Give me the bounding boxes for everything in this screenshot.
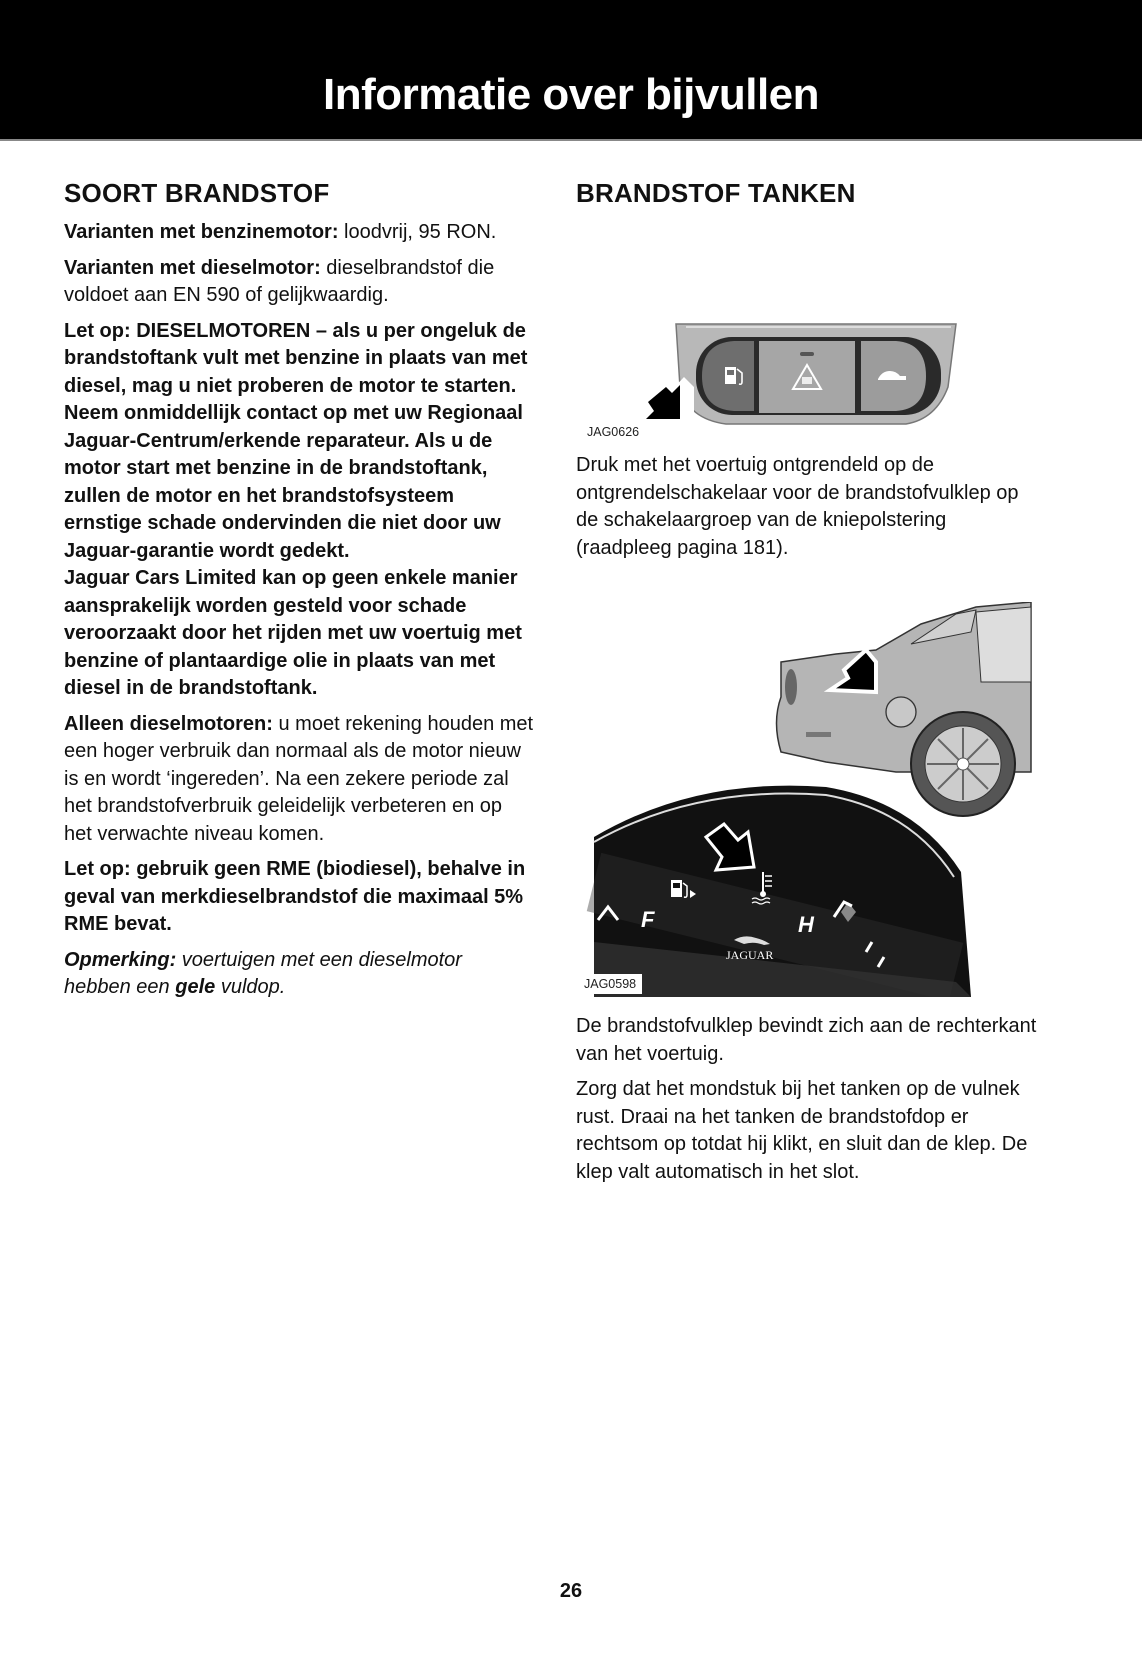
diesel-only-text: u moet rekening houden met een hoger verbruik dan normaal als de motor nieuw is en wordt ‘ingereden’. Na een zekere periode zal het brandstofverbruik geleidelijk verbeteren en op het verwachte niveau komen. [64, 712, 534, 845]
note-emphasis: gele [175, 976, 216, 998]
diesel-misfuel-warning: Let op: DIESELMOTOREN – als u per ongeluk de brandstoftank vult met benzine in plaats van met diesel, mag u niet proberen de motor te starten. Neem onmiddellijk contact op met uw Regionaal Jaguar-Centrum/erkende reparateur. Als u de motor start met benzine in de brandstoftank, zullen de motor en het brandstofsysteem ernstige schade ondervinden die niet door uw Jaguar-garantie wordt gedekt. [64, 319, 528, 562]
fuel-flap [886, 697, 916, 727]
header-divider [0, 139, 1142, 141]
refuelling-section [576, 178, 1046, 1194]
gauge-mark-f: F [641, 907, 655, 932]
diesel-only-label: Alleen dieselmotoren: [64, 712, 273, 735]
diesel-variant-text: dieselbrandstof die voldoet aan EN 590 of gelijkwaardig. [64, 256, 495, 306]
switch-pack-figure [576, 219, 1046, 444]
release-switch-paragraph: Druk met het voertuig ontgrendeld op de ontgrendelschakelaar voor de brandstofvulklep op de schakelaargroep van de kniepolstering (raadpleeg pagina 181). [576, 454, 1019, 559]
page-title: Informatie over bijvullen [322, 70, 820, 119]
petrol-variant-paragraph [64, 219, 534, 247]
diesel-running-in-paragraph [64, 711, 534, 849]
section-heading-fuel-type: SOORT BRANDSTOF [64, 178, 330, 208]
petrol-variant-label: Varianten met benzinemotor: [64, 221, 339, 243]
diesel-variant-paragraph [64, 255, 534, 310]
page-number: 26 [559, 1580, 583, 1602]
switch-pack-illustration [576, 219, 1046, 444]
note-paragraph [64, 947, 534, 1002]
petrol-variant-text: loodvrij, 95 RON. [338, 221, 497, 243]
jaguar-logo-text: JAGUAR [726, 948, 774, 962]
note-label: Opmerking: [64, 948, 177, 971]
car-rear-illustration [777, 602, 1032, 816]
hazard-led [800, 352, 814, 356]
fuel-flap-location-paragraph: De brandstofvulklep bevindt zich aan de rechterkant van het voertuig. [576, 1015, 1037, 1065]
note-text-a: voertuigen met een dieselmotor hebben een [64, 948, 462, 998]
note-text-b: vuldop. [215, 976, 286, 998]
gauge-mark-h: H [798, 912, 814, 937]
temperature-gauge [594, 786, 971, 997]
fuel-type-section [64, 178, 534, 1010]
figure-label-jag0626: JAG0626 [584, 424, 642, 440]
biodiesel-warning: Let op: gebruik geen RME (biodiesel), behalve in geval van merkdieselbrandstof die maximaal 5% RME bevat. [64, 858, 526, 935]
car-and-gauge-illustration [576, 602, 1046, 997]
pointer-arrow-icon [646, 377, 694, 424]
section-heading-refuelling: BRANDSTOF TANKEN [576, 178, 856, 208]
figure-label-jag0598: JAG0598 [576, 974, 642, 994]
fuel-flap-location-figure [576, 602, 1046, 997]
liability-warning: Jaguar Cars Limited kan op geen enkele manier aansprakelijk worden gesteld voor schade veroorzaakt door het rijden met uw voertuig met benzine of plantaardige olie in plaats van met diesel in de brandstoftank. [64, 567, 522, 699]
page-header [0, 0, 1142, 141]
diesel-variant-label: Varianten met dieselmotor: [64, 256, 321, 279]
refuelling-instructions-paragraph: Zorg dat het mondstuk bij het tanken op de vulnek rust. Draai na het tanken de brandstofdop er rechtsom op totdat hij klikt, en sluit dan de klep. De klep valt automatisch in het slot. [576, 1078, 1028, 1183]
